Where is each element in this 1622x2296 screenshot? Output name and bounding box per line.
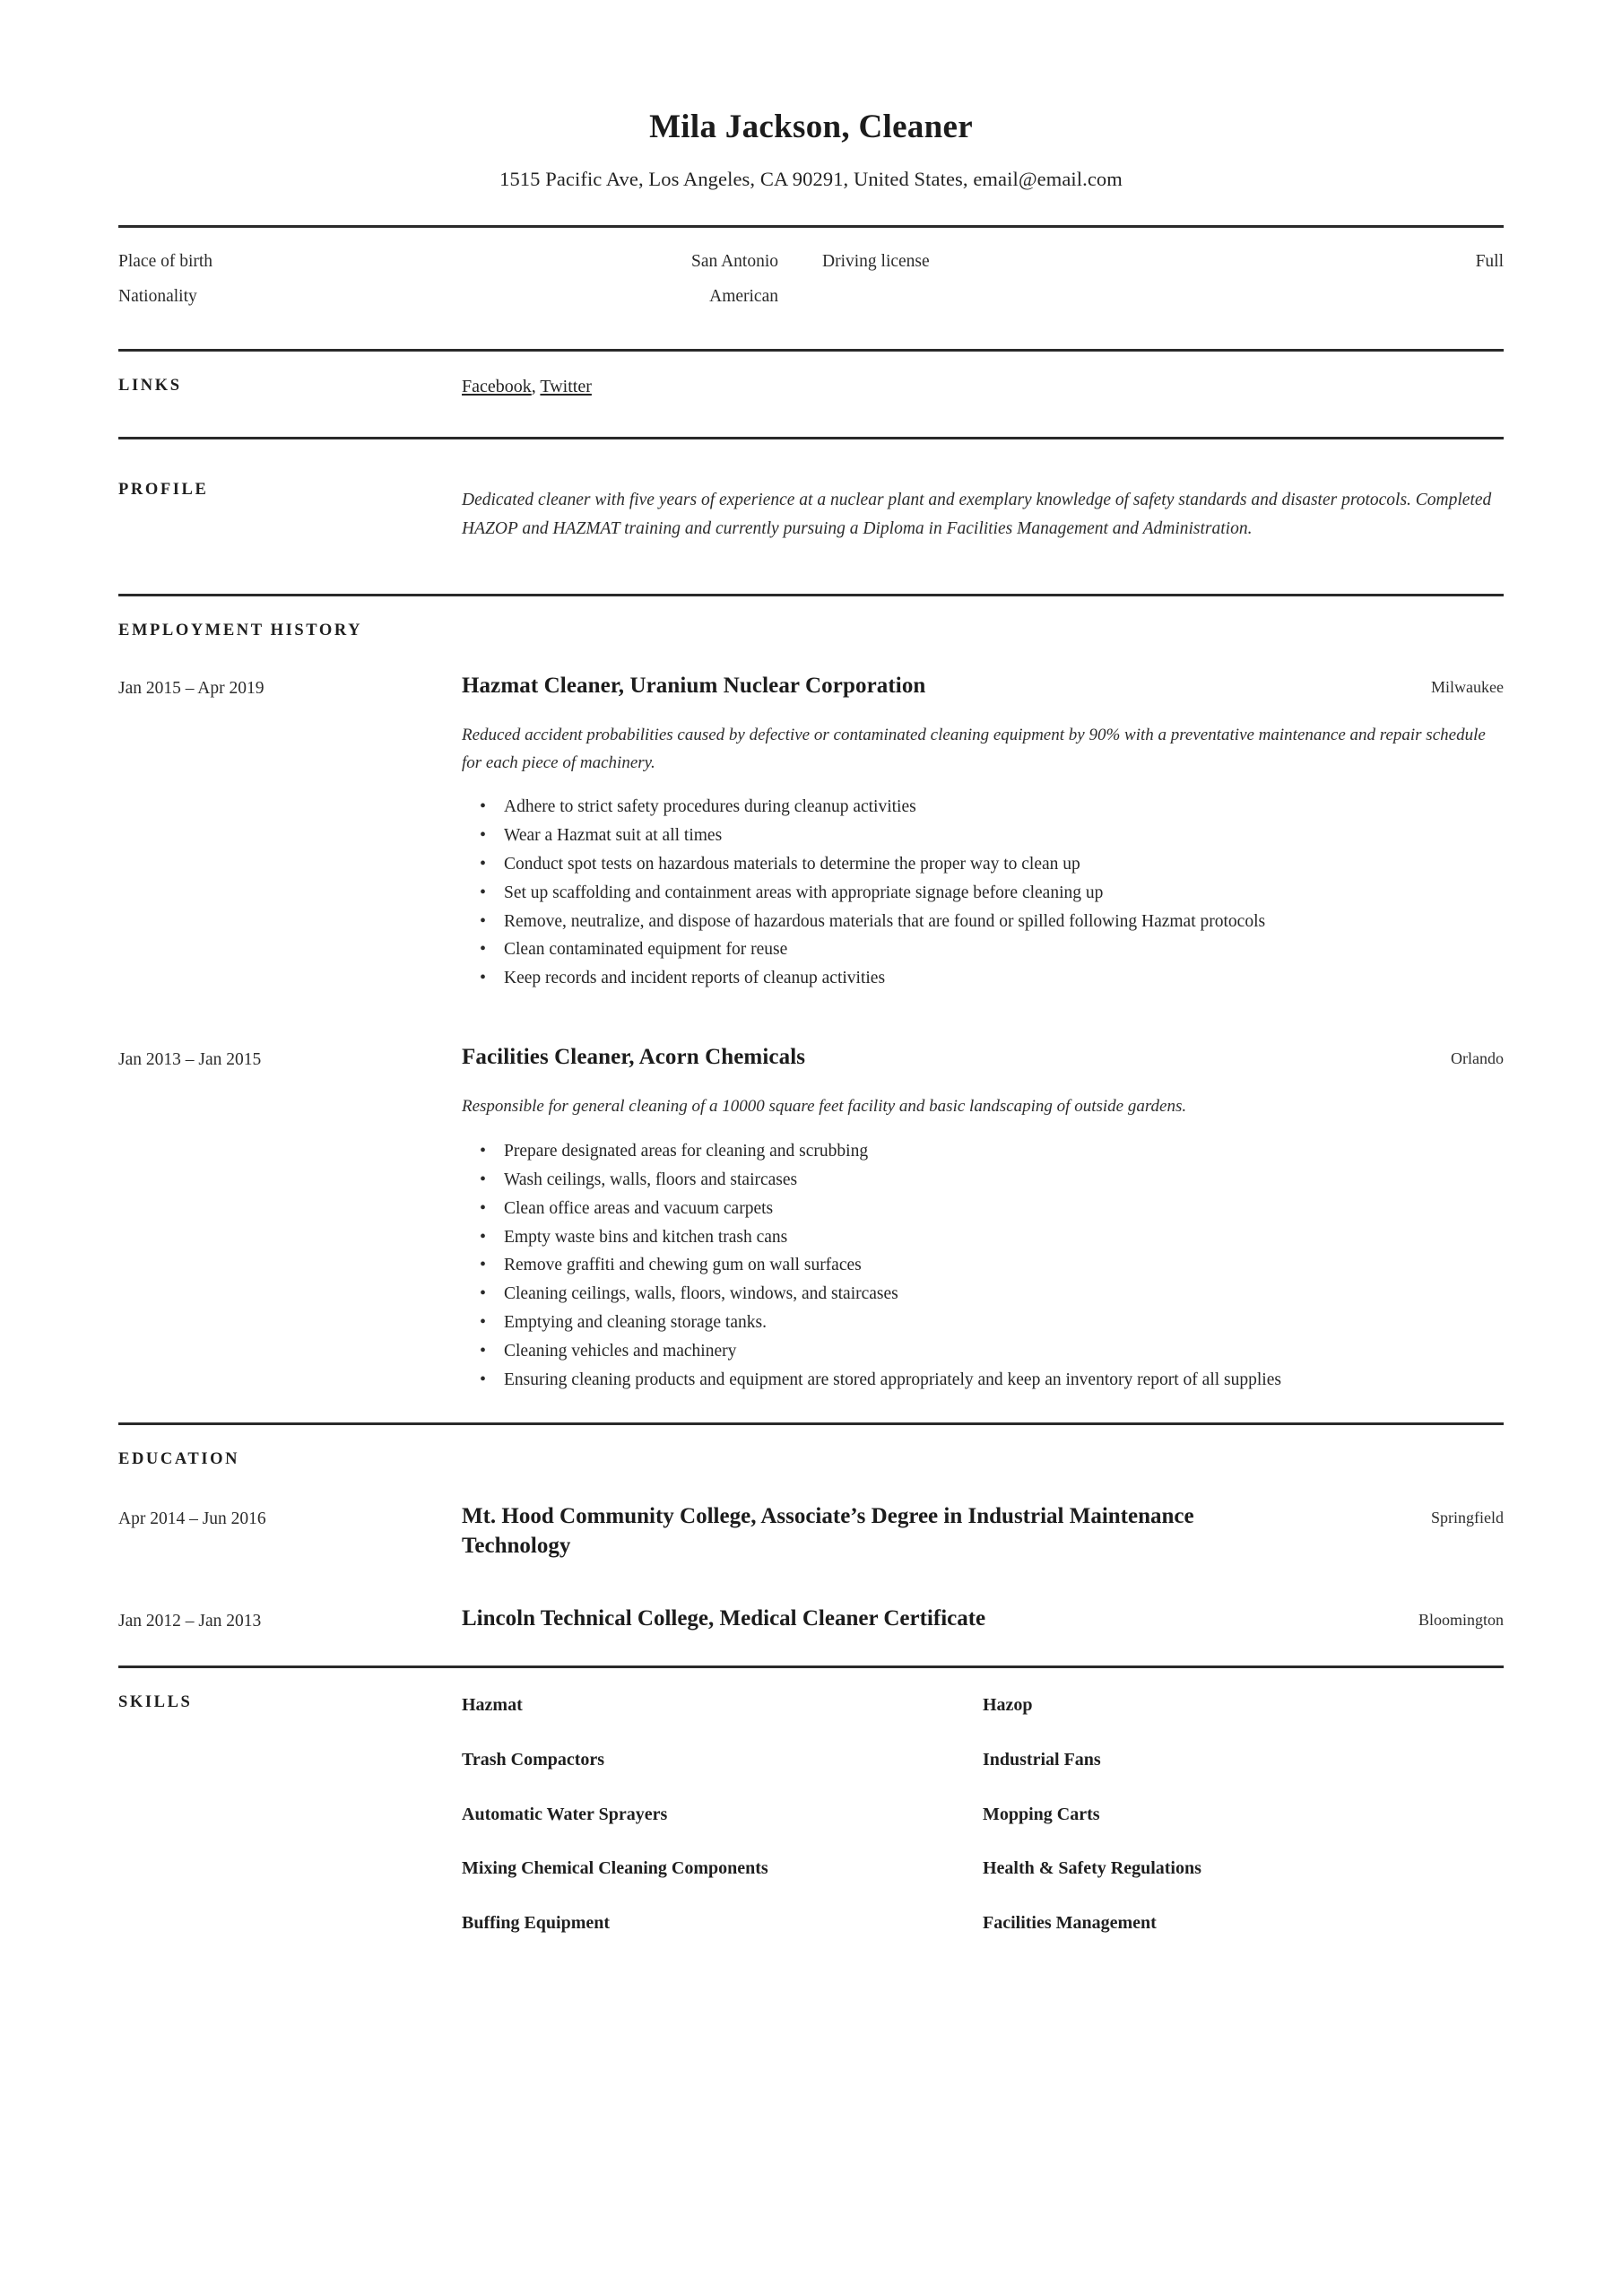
list-item: Trash Compactors bbox=[462, 1749, 605, 1770]
profile-section bbox=[118, 437, 1504, 593]
list-item: • Prepare designated areas for cleaning and scrubbing bbox=[504, 1138, 1504, 1165]
skills-columns bbox=[462, 1693, 1504, 1965]
candidate-name: Mila Jackson, Cleaner bbox=[649, 109, 973, 145]
section-label-skills: SKILLS bbox=[118, 1693, 193, 1712]
skills-column-right bbox=[983, 1693, 1504, 1965]
list-item: Mixing Chemical Cleaning Components bbox=[462, 1858, 768, 1879]
driving-license-label: Driving license bbox=[822, 252, 930, 272]
link-separator: , bbox=[531, 377, 541, 397]
education-section bbox=[118, 1422, 1504, 1666]
profile-row bbox=[118, 465, 1504, 543]
document-header bbox=[118, 0, 1504, 191]
nationality-value: American bbox=[709, 287, 778, 307]
education-entry bbox=[118, 1501, 1504, 1561]
list-item: • Cleaning vehicles and machinery bbox=[504, 1338, 1504, 1365]
education-city: Bloomington bbox=[1418, 1611, 1504, 1630]
list-item: • Wash ceilings, walls, floors and staircases bbox=[504, 1167, 1504, 1194]
links-block bbox=[118, 352, 1504, 437]
employment-block bbox=[118, 596, 1504, 1422]
list-item: • Remove, neutralize, and dispose of hazardous materials that are found or spilled following Hazmat protocols bbox=[504, 909, 1504, 935]
list-item: • Empty waste bins and kitchen trash cans bbox=[504, 1224, 1504, 1251]
driving-license-value: Full bbox=[1475, 252, 1504, 272]
employment-description: Responsible for general cleaning of a 10000 square feet facility and basic landscaping of outside gardens. bbox=[462, 1097, 1187, 1117]
links-list bbox=[325, 377, 592, 397]
employment-city: Milwaukee bbox=[1431, 677, 1504, 696]
employment-entry bbox=[118, 671, 1504, 995]
list-item: • Keep records and incident reports of cleanup activities bbox=[504, 965, 1504, 992]
list-item: Hazmat bbox=[462, 1695, 523, 1716]
employment-details bbox=[462, 671, 1504, 995]
skills-section bbox=[118, 1665, 1504, 2001]
details-section bbox=[118, 191, 1504, 349]
skills-column-left bbox=[462, 1693, 983, 1965]
place-of-birth-label: Place of birth bbox=[118, 252, 213, 272]
nationality-label: Nationality bbox=[118, 287, 197, 307]
candidate-contact-line: 1515 Pacific Ave, Los Angeles, CA 90291, United States, email@email.com bbox=[499, 168, 1123, 191]
employment-details bbox=[462, 1042, 1504, 1395]
education-title: Lincoln Technical College, Medical Cleaner Certificate bbox=[462, 1606, 986, 1631]
link-twitter[interactable]: Twitter bbox=[540, 377, 592, 397]
detail-row bbox=[118, 287, 1504, 322]
employment-title-row bbox=[462, 1042, 1504, 1072]
education-title-row bbox=[462, 1501, 1504, 1561]
section-label-profile: PROFILE bbox=[118, 481, 209, 500]
list-item: Mopping Carts bbox=[983, 1804, 1100, 1824]
employment-bullet-list bbox=[462, 1138, 1504, 1393]
list-item: Automatic Water Sprayers bbox=[462, 1804, 668, 1824]
employment-description: Reduced accident probabilities caused by defective or contaminated cleaning equipment by 90% with a preventative maintenance and repair schedule for each piece of machinery. bbox=[462, 725, 1486, 772]
employment-title-row bbox=[462, 671, 1504, 700]
skills-row bbox=[118, 1693, 1504, 1965]
list-item: • Set up scaffolding and containment areas with appropriate signage before cleaning up bbox=[504, 880, 1504, 907]
list-item: Buffing Equipment bbox=[462, 1912, 611, 1933]
education-entry bbox=[118, 1604, 1504, 1633]
profile-summary-text: Dedicated cleaner with five years of experience at a nuclear plant and exemplary knowledge of safety standards and disaster protocols. Completed HAZOP and HAZMAT training and currently pursuing a Diploma in Facilities Management and Administration. bbox=[462, 491, 1492, 538]
links-row bbox=[118, 377, 1504, 397]
education-city: Springfield bbox=[1431, 1508, 1504, 1526]
links-section bbox=[118, 349, 1504, 437]
education-dates: Jan 2012 – Jan 2013 bbox=[118, 1612, 262, 1631]
details-block bbox=[118, 228, 1504, 349]
list-item: • Emptying and cleaning storage tanks. bbox=[504, 1309, 1504, 1336]
link-facebook[interactable]: Facebook bbox=[462, 377, 532, 397]
resume-sheet bbox=[118, 0, 1504, 2001]
list-item: • Clean office areas and vacuum carpets bbox=[504, 1196, 1504, 1222]
section-label-employment: EMPLOYMENT HISTORY bbox=[118, 621, 363, 639]
employment-bullet-list bbox=[462, 794, 1504, 992]
education-block bbox=[118, 1425, 1504, 1666]
profile-block bbox=[118, 439, 1504, 593]
list-item: • Conduct spot tests on hazardous materials to determine the proper way to clean up bbox=[504, 851, 1504, 878]
skills-spacer bbox=[325, 1693, 462, 1965]
education-title: Mt. Hood Community College, Associate’s Degree in Industrial Maintenance Technology bbox=[462, 1503, 1194, 1558]
skills-block bbox=[118, 1668, 1504, 2001]
list-item: Hazop bbox=[983, 1695, 1033, 1716]
detail-row bbox=[118, 252, 1504, 287]
list-item: • Cleaning ceilings, walls, floors, windows, and staircases bbox=[504, 1281, 1504, 1308]
list-item: • Remove graffiti and chewing gum on wall surfaces bbox=[504, 1252, 1504, 1279]
list-item: • Clean contaminated equipment for reuse bbox=[504, 936, 1504, 963]
list-item: Industrial Fans bbox=[983, 1749, 1101, 1770]
list-item: • Ensuring cleaning products and equipment are stored appropriately and keep an inventory report of all supplies bbox=[504, 1367, 1504, 1394]
education-details bbox=[462, 1501, 1504, 1561]
place-of-birth-value: San Antonio bbox=[691, 252, 778, 272]
section-label-education: EDUCATION bbox=[118, 1449, 240, 1468]
education-details bbox=[462, 1604, 1504, 1633]
list-item: • Wear a Hazmat suit at all times bbox=[504, 822, 1504, 849]
education-title-row bbox=[462, 1604, 1504, 1633]
employment-section bbox=[118, 594, 1504, 1422]
employment-dates: Jan 2013 – Jan 2015 bbox=[118, 1050, 262, 1070]
list-item: Facilities Management bbox=[983, 1912, 1157, 1933]
employment-dates: Jan 2015 – Apr 2019 bbox=[118, 678, 265, 698]
section-label-links: LINKS bbox=[118, 377, 182, 396]
list-item: Health & Safety Regulations bbox=[983, 1858, 1201, 1879]
education-dates: Apr 2014 – Jun 2016 bbox=[118, 1509, 266, 1528]
employment-title: Facilities Cleaner, Acorn Chemicals bbox=[462, 1045, 806, 1070]
employment-entry bbox=[118, 1042, 1504, 1395]
list-item: • Adhere to strict safety procedures during cleanup activities bbox=[504, 794, 1504, 821]
employment-city: Orlando bbox=[1451, 1049, 1504, 1068]
employment-title: Hazmat Cleaner, Uranium Nuclear Corporation bbox=[462, 673, 926, 698]
